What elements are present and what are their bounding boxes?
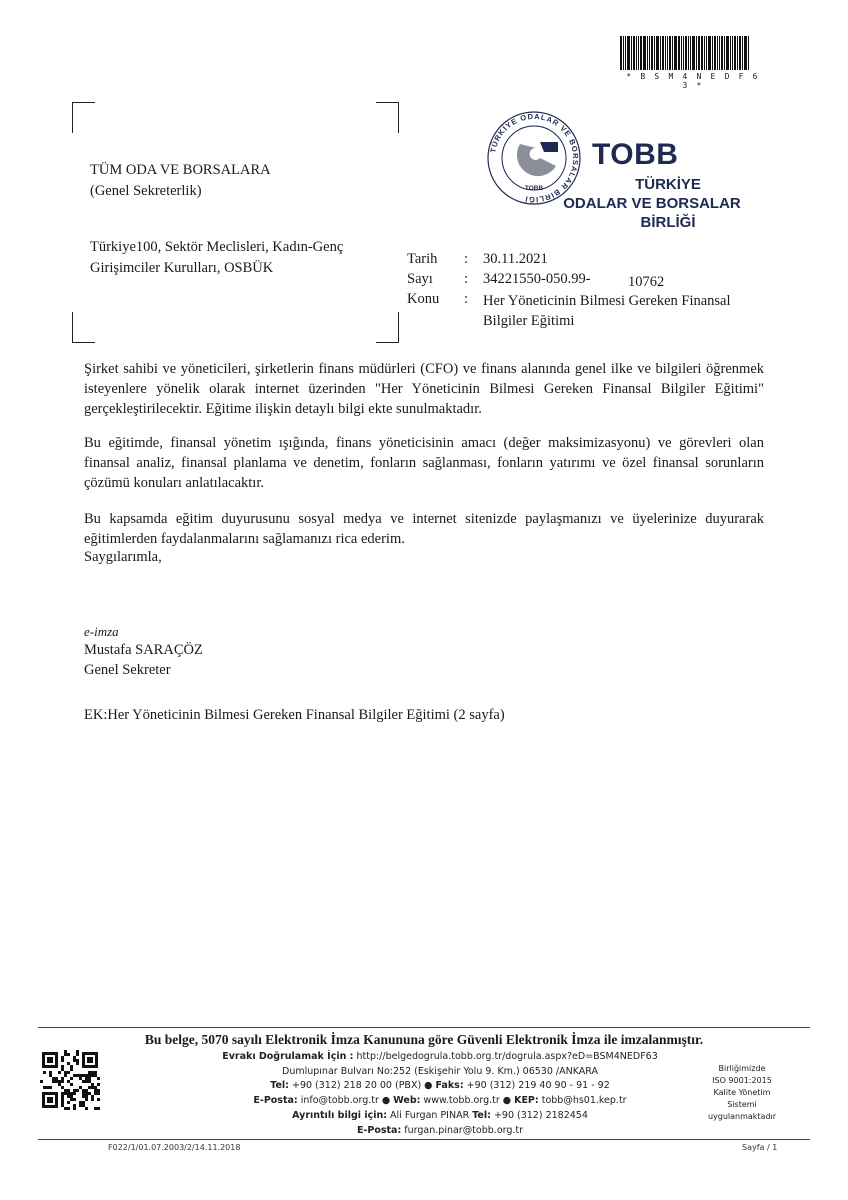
e-signature-mark: e-imza: [84, 624, 119, 639]
signatory-name: Mustafa SARAÇÖZ: [84, 642, 203, 658]
qr-code: [40, 1050, 100, 1110]
org-name-line-2: ODALAR VE BORSALAR: [563, 195, 741, 212]
footer-web-link[interactable]: www.tobb.org.tr ●: [420, 1095, 515, 1106]
tobb-emblem-logo: [484, 108, 584, 208]
window-bracket-bottom-left: [72, 312, 95, 343]
date-colon: :: [464, 251, 469, 267]
subject-line-2: Bilgiler Eğitimi: [483, 313, 575, 329]
number-label: Sayı: [407, 271, 433, 287]
footer-email-link[interactable]: info@tobb.org.tr ●: [297, 1095, 394, 1106]
body-paragraph-3: Bu kapsamda eğitim duyurusunu sosyal medya ve internet sitenizde paylaşmanızı ve üyelerinize duyurarak eğitimlerden faydalanmalarını sağlamanızı rica ederim.: [84, 511, 764, 547]
recipient-line-2: (Genel Sekreterlik): [90, 183, 202, 199]
tobb-wordmark: TOBB: [592, 138, 679, 171]
signatory-title: Genel Sekreter: [84, 662, 171, 678]
closing: Saygılarımla,: [84, 549, 162, 565]
subject-label: Konu: [407, 291, 440, 307]
window-bracket-top-right: [376, 102, 399, 133]
number-suffix: 10762: [628, 274, 665, 290]
date-value: 30.11.2021: [483, 251, 548, 267]
footer-contact-email: E-Posta: furgan.pinar@tobb.org.tr: [356, 1125, 524, 1136]
date-label: Tarih: [407, 251, 438, 267]
footer-contact-person: Ayrıntılı bilgi için: Ali Furgan PINAR Tel: +90 (312) 2182454: [292, 1110, 588, 1121]
recipient-line-3: Türkiye100, Sektör Meclisleri, Kadın-Genç: [90, 239, 344, 255]
barcode-text: * B S M 4 N E D F 6 3 *: [626, 72, 760, 90]
contact-email-link[interactable]: furgan.pinar@tobb.org.tr: [401, 1125, 524, 1136]
org-name-line-1: TÜRKİYE: [635, 176, 701, 193]
form-code: F022/1/01.07.2003/2/14.11.2018: [108, 1143, 241, 1152]
window-bracket-top-left: [72, 102, 95, 133]
window-bracket-bottom-right: [376, 312, 399, 343]
footer-verify: [160, 1051, 720, 1062]
footer-kep-link[interactable]: tobb@hs01.kep.tr: [538, 1095, 627, 1106]
verify-label: Evrakı Doğrulamak İçin :: [222, 1051, 354, 1062]
verify-link[interactable]: http://belgedogrula.tobb.org.tr/dogrula.aspx?eD=BSM4NEDF63: [353, 1051, 658, 1062]
subject-value: [483, 291, 731, 331]
svg-text:TOBB: TOBB: [524, 185, 544, 192]
body-paragraph-1: Şirket sahibi ve yöneticileri, şirketlerin finans müdürleri (CFO) ve finans alanında genel ilke ve bilgileri öğrenmek isteyenlere yönelik olarak internet üzerinden "Her Yöneticinin Bilmesi Gereken Finansal Bilgiler Eğitimi" gerçekleştirilecektir. Eğitime ilişkin detaylı bilgi ekte sunulmaktadır.: [84, 361, 764, 417]
number-value: 34221550-050.99-: [483, 271, 591, 287]
svg-text:TÜRKİYE ODALAR VE BORSALAR BİR: TÜRKİYE ODALAR VE BORSALAR BİRLİĞİ: [488, 111, 581, 205]
number-colon: :: [464, 271, 469, 287]
page-number: Sayfa / 1: [742, 1143, 778, 1152]
recipient-distribution: [90, 237, 343, 279]
org-name-line-3: BİRLİĞİ: [640, 214, 696, 231]
footer-bottom-rule: [38, 1139, 810, 1140]
footer-top-rule: [38, 1027, 810, 1028]
subject-colon: :: [464, 291, 469, 307]
recipient-line-4: Girişimciler Kurulları, OSBÜK: [90, 260, 274, 276]
footer-email-web-kep: E-Posta: info@tobb.org.tr ● Web: www.tobb.org.tr ● KEP: tobb@hs01.kep.tr: [253, 1095, 627, 1106]
attachment-note: EK:Her Yöneticinin Bilmesi Gereken Finansal Bilgiler Eğitimi (2 sayfa): [84, 707, 505, 723]
footer-phone-fax: Tel: +90 (312) 218 20 00 (PBX) ● Faks: +90 (312) 219 40 90 - 91 - 92: [270, 1080, 610, 1091]
footer-address: Dumlupınar Bulvarı No:252 (Eskişehir Yolu 9. Km.) 06530 /ANKARA: [282, 1066, 598, 1077]
subject-line-1: Her Yöneticinin Bilmesi Gereken Finansal: [483, 293, 731, 309]
recipient-line-1: TÜM ODA VE BORSALARA: [90, 162, 271, 178]
iso-note: Birliğimizde ISO 9001:2015 Kalite Yönetim Sistemi uygulanmaktadır: [707, 1064, 777, 1121]
recipient-block: [90, 160, 271, 202]
footer-legal-notice: Bu belge, 5070 sayılı Elektronik İmza Kanununa göre Güvenli Elektronik İmza ile imzalanmıştır.: [144, 1032, 704, 1047]
barcode: [620, 36, 766, 70]
body-paragraph-2: Bu eğitimde, finansal yönetim ışığında, finans yöneticisinin amacı (değer maksimizasyonu) ve görevleri olan finansal analiz, finansal planlama ve denetim, fonların sağlanması, fonların yatırımı ve özel finansal sorunların çözümü konuları anlatılacaktır.: [84, 435, 764, 491]
